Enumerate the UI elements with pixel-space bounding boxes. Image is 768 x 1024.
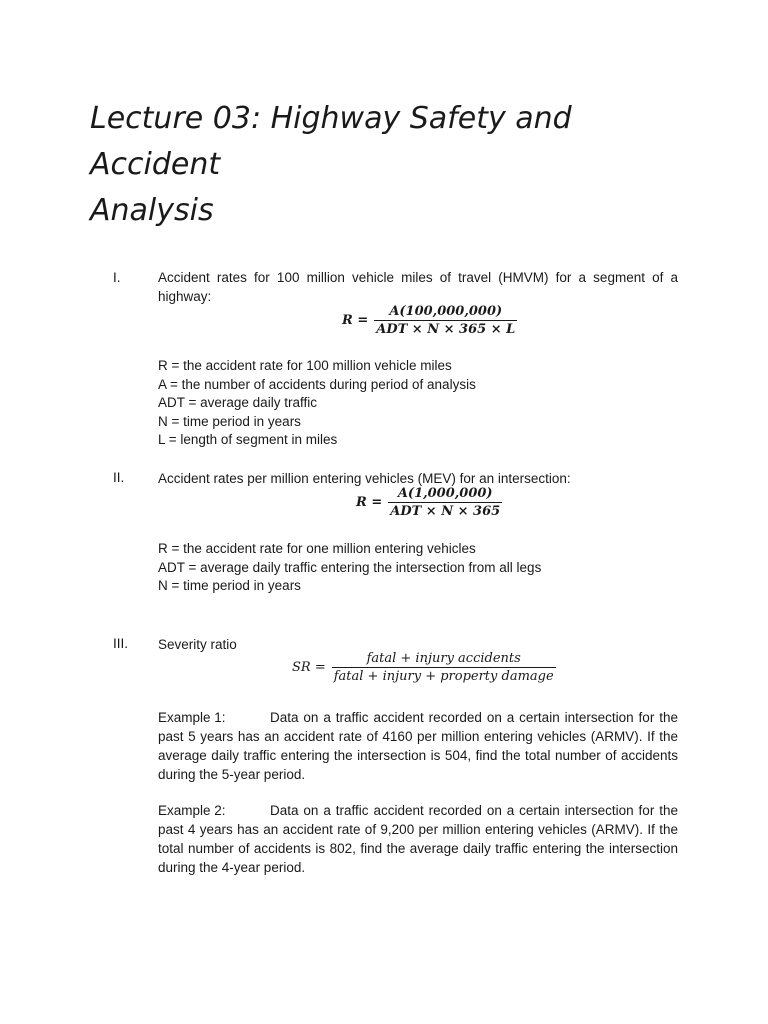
section-1-numeral: I. <box>113 270 121 285</box>
definition: R = the accident rate for one million entering vehicles <box>158 541 476 556</box>
section-2-definitions <box>158 540 678 596</box>
formula-lhs: SR = <box>292 660 326 675</box>
formula-fraction <box>374 304 517 337</box>
section-1-definitions <box>158 357 678 450</box>
section-3-numeral: III. <box>113 636 129 651</box>
example-text: Data on a traffic accident recorded on a certain intersection for the past 5 years has an accident rate of 4160 per million entering vehicles (ARMV). If the average daily traffic entering the intersection is 504, find the total number of accidents during the 5-year period. <box>158 710 678 782</box>
definition: ADT = average daily traffic entering the intersection from all legs <box>158 559 542 575</box>
example-label: Example 1: <box>158 710 226 725</box>
definition: L = length of segment in miles <box>158 432 338 447</box>
title-line-2: Analysis <box>90 193 214 228</box>
example-2 <box>158 801 678 877</box>
definition: A = the number of accidents during period of analysis <box>158 376 476 392</box>
formula-lhs: R = <box>356 495 383 510</box>
section-2-numeral: II. <box>113 470 125 485</box>
formula-fraction <box>388 486 502 519</box>
example-label: Example 2: <box>158 803 226 818</box>
definition: ADT = average daily traffic <box>158 395 317 410</box>
section-2-text: Accident rates per million entering vehicles (MEV) for an intersection: <box>158 471 571 486</box>
mev-formula <box>356 486 502 519</box>
section-3-text: Severity ratio <box>158 637 237 652</box>
hmvm-formula <box>342 304 517 337</box>
formula-lhs: R = <box>342 313 369 328</box>
example-text: Data on a traffic accident recorded on a certain intersection for the past 4 years has an accident rate of 9,200 per million entering vehicles (ARMV). If the total number of accidents is 802, find the average daily traffic entering the intersection during the 4-year period. <box>158 803 678 875</box>
formula-denominator: fatal + injury + property damage <box>333 669 554 684</box>
example-1 <box>158 708 678 784</box>
definition: N = time period in years <box>158 413 301 429</box>
formula-numerator: A(1,000,000) <box>397 486 493 501</box>
definition: N = time period in years <box>158 578 301 593</box>
definition: R = the accident rate for 100 million vehicle miles <box>158 358 452 373</box>
formula-numerator: A(100,000,000) <box>389 304 503 319</box>
formula-denominator: ADT × N × 365 × L <box>376 322 516 337</box>
page-title <box>90 96 690 234</box>
section-1-text: Accident rates for 100 million vehicle miles of travel (HMVM) for a segment of a highway: <box>158 270 678 304</box>
severity-ratio-formula <box>292 651 556 684</box>
title-line-1: Lecture 03: Highway Safety and Accident <box>90 101 572 182</box>
formula-denominator: ADT × N × 365 <box>390 504 501 519</box>
formula-numerator: fatal + injury accidents <box>366 651 521 666</box>
formula-fraction <box>332 651 556 684</box>
